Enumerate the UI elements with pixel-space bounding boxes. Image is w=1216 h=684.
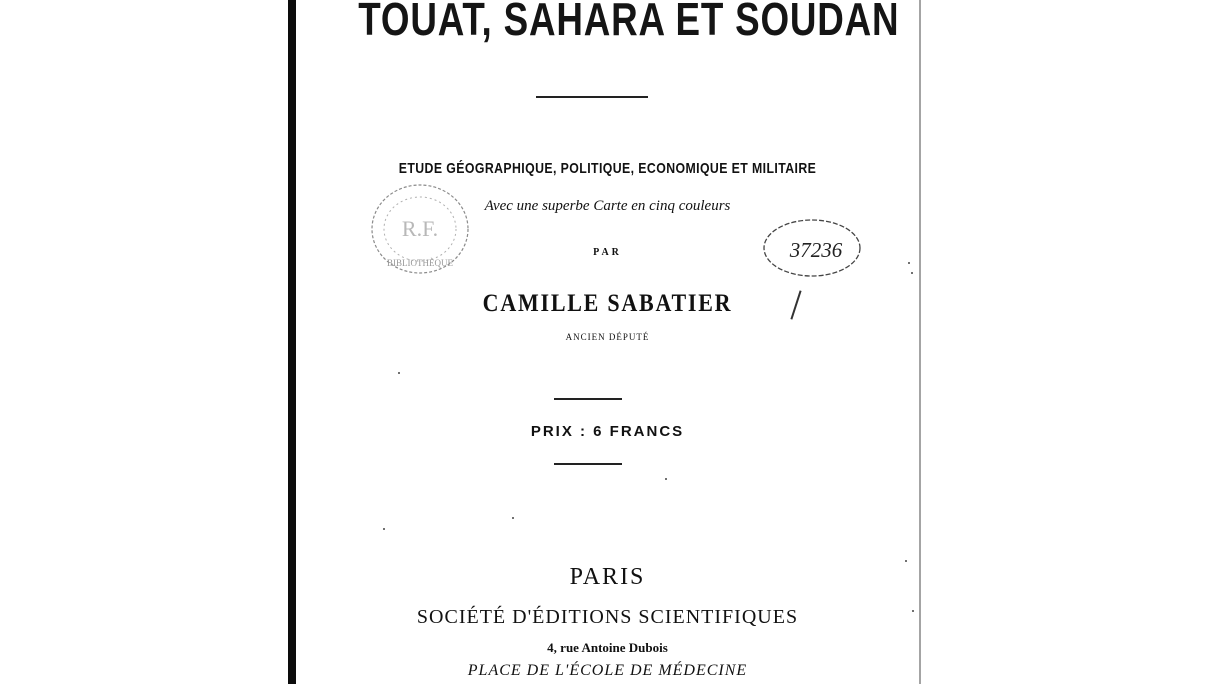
scan-speck xyxy=(905,560,907,562)
by-label: PAR xyxy=(593,247,622,258)
title-page xyxy=(296,0,919,684)
publisher-place: PLACE DE L'ÉCOLE DE MÉDECINE xyxy=(467,662,748,679)
scan-speck xyxy=(911,272,913,274)
page-edge xyxy=(919,0,921,684)
book-title: TOUAT, SAHARA ET SOUDAN xyxy=(358,0,900,45)
svg-text:R.F.: R.F. xyxy=(401,216,439,241)
price-label: PRIX : 6 FRANCS xyxy=(530,423,685,440)
divider-rule-price-top xyxy=(554,398,622,400)
svg-text:BIBLIOTHÈQUE: BIBLIOTHÈQUE xyxy=(387,258,453,268)
svg-text:37236: 37236 xyxy=(789,238,843,262)
scan-speck xyxy=(665,478,667,480)
publisher-name: SOCIÉTÉ D'ÉDITIONS SCIENTIFIQUES xyxy=(416,606,799,628)
book-subtitle: ETUDE GÉOGRAPHIQUE, POLITIQUE, ECONOMIQUE ET MILITAIRE xyxy=(398,160,817,177)
shelf-number-stamp-icon xyxy=(760,215,864,281)
publisher-address: 4, rue Antoine Dubois xyxy=(547,640,668,655)
scan-speck xyxy=(398,372,400,374)
author-name: CAMILLE SABATIER xyxy=(482,290,733,317)
scan-speck xyxy=(908,262,910,264)
divider-rule-top xyxy=(536,96,648,98)
scan-speck xyxy=(512,517,514,519)
divider-rule-price-bottom xyxy=(554,463,622,465)
author-title: ANCIEN DÉPUTÉ xyxy=(565,332,650,342)
map-note: Avec une superbe Carte en cinq couleurs xyxy=(484,198,731,214)
scan-speck xyxy=(383,528,385,530)
publication-city: PARIS xyxy=(569,564,646,590)
library-stamp-icon xyxy=(367,180,473,278)
book-spine-shadow xyxy=(288,0,296,684)
scan-speck xyxy=(912,610,914,612)
